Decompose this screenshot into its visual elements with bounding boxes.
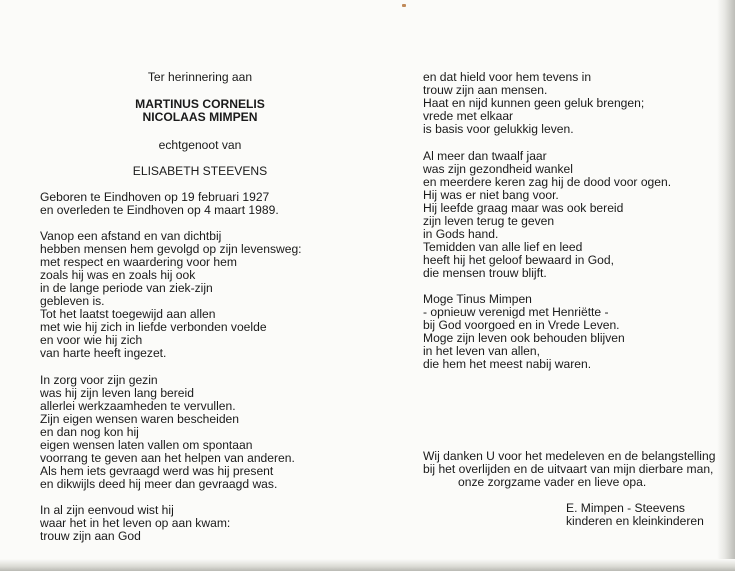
thanks-line: bij het overlijden en de uitvaart van mijn dierbare man, [423, 462, 714, 476]
verse-line: trouw zijn aan mensen. [423, 83, 548, 97]
verse-line: met wie hij zich in liefde verbonden voelde [40, 320, 267, 334]
verse-line: in het leven van allen, [423, 344, 540, 358]
deceased-name-line1: MARTINUS CORNELIS [135, 97, 265, 111]
verse-line: bij God voorgoed en in Vrede Leven. [423, 318, 620, 332]
spouse-label: echtgenoot van [158, 138, 242, 152]
verse-line: heeft hij het geloof bewaard in God, [423, 253, 614, 267]
verse-line: Moge Tinus Mimpen [423, 292, 532, 306]
verse-line: is basis voor gelukkig leven. [423, 122, 574, 136]
verse-line: - opnieuw verenigd met Henriëtte - [423, 305, 609, 319]
intro-text: Ter herinnering aan [147, 70, 253, 84]
verse-line: Als hem iets gevraagd werd was hij present [40, 464, 274, 478]
birth-line: Geboren te Eindhoven op 19 februari 1927 [40, 190, 270, 204]
verse-line: zijn leven terug te geven [423, 214, 555, 228]
verse-line: was zijn gezondheid wankel [423, 162, 573, 176]
thanks-line: Wij danken U voor het medeleven en de belangstelling [423, 449, 716, 463]
verse-line: van harte heeft ingezet. [40, 346, 167, 360]
verse-line: Tot het laatst toegewijd aan allen [40, 307, 216, 321]
verse-line: gebleven is. [40, 294, 105, 308]
verse-line: die hem het meest nabij waren. [423, 357, 592, 371]
verse-line: die mensen trouw blijft. [423, 266, 547, 280]
verse-line: zoals hij was en zoals hij ook [40, 268, 196, 282]
verse-line: Haat en nijd kunnen geen geluk brengen; [423, 96, 645, 110]
verse-line: waar het in het leven op aan kwam: [40, 516, 231, 530]
verse-line: allerlei werkzaamheden te vervullen. [40, 399, 236, 413]
verse-line: In zorg voor zijn gezin [40, 373, 158, 387]
verse-line: hebben mensen hem gevolgd op zijn levensweg: [40, 242, 302, 256]
verse-line: en meerdere keren zag hij de dood voor ogen. [423, 175, 672, 189]
verse-line: Zijn eigen wensen waren bescheiden [40, 412, 240, 426]
verse-line: Vanop een afstand en van dichtbij [40, 229, 222, 243]
verse-line: voorrang te geven aan het helpen van anderen. [40, 451, 295, 465]
verse-line: in de lange periode van ziek-zijn [40, 281, 213, 295]
verse-line: Hij was er niet bang voor. [423, 188, 559, 202]
verse-line: eigen wensen laten vallen om spontaan [40, 438, 253, 452]
verse-line: en dikwijls deed hij meer dan gevraagd was. [40, 477, 278, 491]
verse-line: vrede met elkaar [423, 109, 514, 123]
card-edge-shadow-right [717, 0, 735, 571]
verse-line: in Gods hand. [423, 227, 499, 241]
signature-name: E. Mimpen - Steevens [566, 501, 685, 515]
thanks-line: onze zorgzame vader en lieve opa. [458, 475, 647, 489]
deceased-name-line2: NICOLAAS MIMPEN [142, 110, 258, 124]
verse-line: Temidden van alle lief en leed [423, 240, 583, 254]
death-line: en overleden te Eindhoven op 4 maart 1989. [40, 203, 279, 217]
signature-family: kinderen en kleinkinderen [566, 514, 704, 528]
verse-line: en dat hield voor hem tevens in [423, 70, 592, 84]
verse-line: met respect en waardering voor hem [40, 255, 237, 269]
verse-line: In al zijn eenvoud wist hij [40, 503, 174, 517]
verse-line: en dan nog kon hij [40, 425, 139, 439]
verse-line: en voor wie hij zich [40, 333, 143, 347]
ink-dot [402, 4, 406, 7]
verse-line: trouw zijn aan God [40, 529, 141, 543]
card-edge-shadow-bottom [0, 559, 735, 571]
verse-line: Hij leefde graag maar was ook bereid [423, 201, 624, 215]
spouse-name: ELISABETH STEEVENS [132, 164, 268, 178]
verse-line: was hij zijn leven lang bereid [40, 386, 194, 400]
verse-line: Moge zijn leven ook behouden blijven [423, 331, 625, 345]
verse-line: Al meer dan twaalf jaar [423, 149, 547, 163]
